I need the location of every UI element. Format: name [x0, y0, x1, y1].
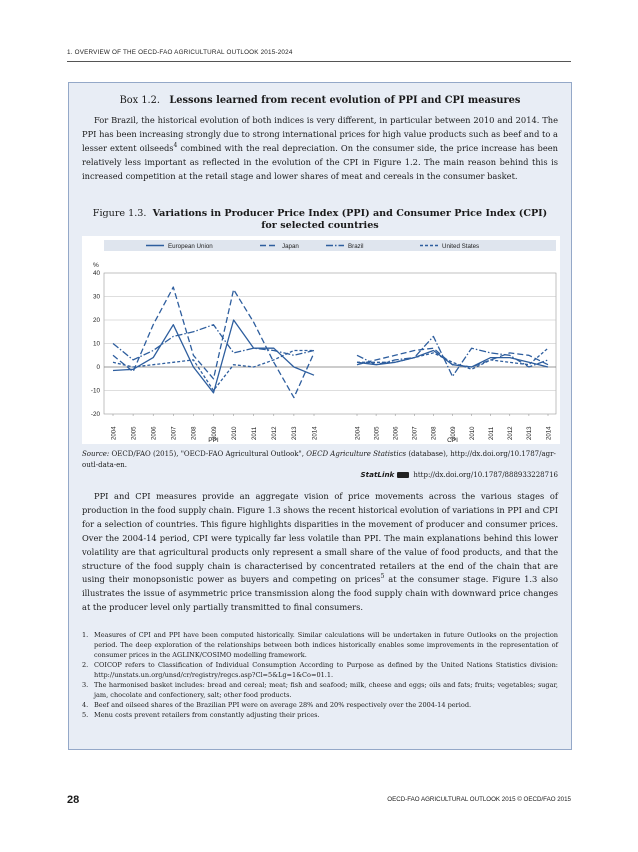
box-paragraph-2: [82, 490, 558, 615]
chart-area: [82, 236, 560, 444]
footnote-1: [82, 630, 558, 660]
panel-label-cpi: CPI: [447, 437, 458, 444]
legend-label-0: European Union: [168, 243, 213, 250]
x-tick-label-ppi-2: 2006: [150, 426, 158, 440]
footnote-number: 2.: [82, 661, 89, 669]
x-tick-label-ppi-9: 2013: [291, 426, 299, 440]
figure-number: Figure 1.3.: [92, 208, 147, 219]
source-text-2: (database), http://dx.doi.org/10.1787/agr-outl-data-en.: [82, 450, 556, 469]
box-paragraph-1: [82, 114, 558, 184]
para1-text: For Brazil, the historical evolution of both indices is very different, in particular between 2010 and 2014. The PPI has been increasing strongly due to strong international prices for high value products such as beef and to a lesser extent oilseeds: [82, 115, 558, 153]
legend-label-1: Japan: [282, 243, 299, 250]
x-tick-label-cpi-6: 2010: [468, 426, 476, 440]
para2-footnote-ref: 5: [380, 573, 385, 581]
x-tick-label-cpi-1: 2005: [373, 426, 381, 440]
panel-label-ppi: PPI: [208, 437, 219, 444]
box-number: Box 1.2.: [119, 95, 161, 106]
statlink[interactable]: [360, 470, 558, 479]
source-note: [82, 449, 558, 470]
source-prefix: Source:: [82, 450, 110, 458]
y-tick-label-1: -10: [90, 387, 100, 395]
legend-label-3: United States: [442, 243, 480, 250]
footnote-number: 5.: [82, 711, 89, 719]
footnote-5: [82, 710, 558, 720]
x-tick-label-cpi-9: 2013: [526, 426, 534, 440]
x-tick-label-cpi-0: 2004: [354, 426, 362, 440]
y-tick-label-4: 20: [92, 317, 100, 325]
x-tick-label-ppi-7: 2011: [251, 426, 258, 440]
para2-text: PPI and CPI measures provide an aggregate vision of price movements across the various stages of production in the food supply chain. Figure 1.3 shows the recent historical evolution of variations in PPI and CPI for a selection of countries. This figure highlights disparities in the movement of producer and consumer prices. Over the 2004-14 period, CPI were typically far less volatile than PPI. The main explanations behind this lower volatility are that agricultural products only represent a small share of the value of food products, and that the structure of the food supply chain is characterised by concentrated retailers at the end of the chain that are using their monopsonistic power as buyers and competing on prices: [82, 491, 558, 585]
figure-title-line1: Variations in Producer Price Index (PPI) and Consumer Price Index (CPI): [152, 208, 548, 219]
x-tick-label-cpi-8: 2012: [507, 426, 515, 440]
legend-label-2: Brazil: [348, 243, 364, 250]
figure-title: [68, 208, 572, 231]
page-number: 28: [67, 794, 80, 806]
x-tick-label-cpi-10: 2014: [545, 426, 553, 440]
x-tick-label-cpi-3: 2007: [411, 426, 419, 440]
para1-footnote-ref: 4: [173, 142, 178, 150]
footer-text: OECD-FAO AGRICULTURAL OUTLOOK 2015 © OECD/FAO 2015: [387, 796, 571, 803]
footnote-text: The harmonised basket includes: bread and cereal; meat; fish and seafood; milk, cheese and eggs; oils and fats; fruits; vegetables; sugar, jam, chocolate and confectionery, salt; other food products.: [94, 681, 558, 699]
footnote-2: [82, 660, 558, 680]
footnote-4: [82, 700, 558, 710]
x-tick-label-ppi-10: 2014: [311, 426, 319, 440]
line-chart: [82, 236, 560, 444]
para2-text-rest: at the consumer stage. Figure 1.3 also illustrates the issue of asymmetric price transmission along the food supply chain with downward price changes at the producer level only partially transmitted to final consumers.: [82, 574, 559, 613]
source-text: OECD/FAO (2015), "OECD-FAO Agricultural Outlook",: [109, 450, 307, 458]
x-tick-label-ppi-0: 2004: [110, 426, 118, 440]
source-italic: OECD Agriculture Statistics: [306, 450, 407, 458]
footnote-3: [82, 680, 558, 700]
x-tick-label-ppi-5: 2009: [210, 426, 218, 440]
y-axis-label: %: [93, 262, 99, 269]
footnote-text: COICOP refers to Classification of Individual Consumption According to Purpose as defined by the United Nations Statistics division: http://unstats.un.org/unsd/cr/registry/regcs.asp?Cl=5&Lg=1&Co=01.1.: [94, 661, 558, 679]
header-rule: [67, 61, 571, 62]
y-tick-label-0: -20: [90, 411, 100, 419]
x-tick-label-ppi-4: 2008: [190, 426, 198, 440]
y-tick-label-3: 10: [92, 340, 100, 348]
x-tick-label-ppi-6: 2010: [230, 426, 238, 440]
footnote-text: Measures of CPI and PPI have been computed historically. Similar calculations will be undertaken in future Outlooks on the projection period. The deep exploration of the relationships between both indices historically enables some improvements in the representation of consumer prices in the AGLINK/COSIMO modelling framework.: [94, 631, 558, 659]
footnotes: [82, 630, 558, 720]
footnote-number: 1.: [82, 631, 89, 639]
footnote-text: Beef and oilseed shares of the Brazilian PPI were on average 28% and 20% respectively over the 2004-14 period.: [94, 701, 472, 709]
footnote-text: Menu costs prevent retailers from constantly adjusting their prices.: [94, 711, 320, 719]
statlink-icon: [397, 472, 409, 478]
x-tick-label-ppi-1: 2005: [130, 426, 138, 440]
y-tick-label-6: 40: [92, 270, 100, 278]
footnote-number: 4.: [82, 701, 89, 709]
running-header: 1. OVERVIEW OF THE OECD-FAO AGRICULTURAL OUTLOOK 2015-2024: [67, 49, 293, 56]
x-tick-label-cpi-4: 2008: [430, 426, 438, 440]
box-title-text: Lessons learned from recent evolution of PPI and CPI measures: [169, 95, 521, 106]
statlink-url[interactable]: http://dx.doi.org/10.1787/888933228716: [413, 471, 558, 479]
x-tick-label-ppi-8: 2012: [271, 426, 279, 440]
x-tick-label-ppi-3: 2007: [170, 426, 178, 440]
box-title: [68, 95, 572, 106]
x-tick-label-cpi-7: 2011: [488, 426, 495, 440]
para1-text-rest: combined with the real depreciation. On the consumer side, the price increase has been relatively less important as reflected in the evolution of the CPI in Figure 1.2. The main reason behind this is increased competition at the retail stage and lower shares of meat and cereals in the consumer basket.: [82, 142, 558, 181]
y-tick-label-5: 30: [92, 293, 100, 301]
figure-title-line2: for selected countries: [261, 219, 379, 231]
x-tick-label-cpi-2: 2006: [392, 426, 400, 440]
x-tick-label-cpi-5: 2009: [449, 426, 457, 440]
statlink-label: StatLink: [360, 470, 395, 479]
footnote-number: 3.: [82, 681, 89, 689]
y-tick-label-2: 0: [96, 364, 100, 372]
